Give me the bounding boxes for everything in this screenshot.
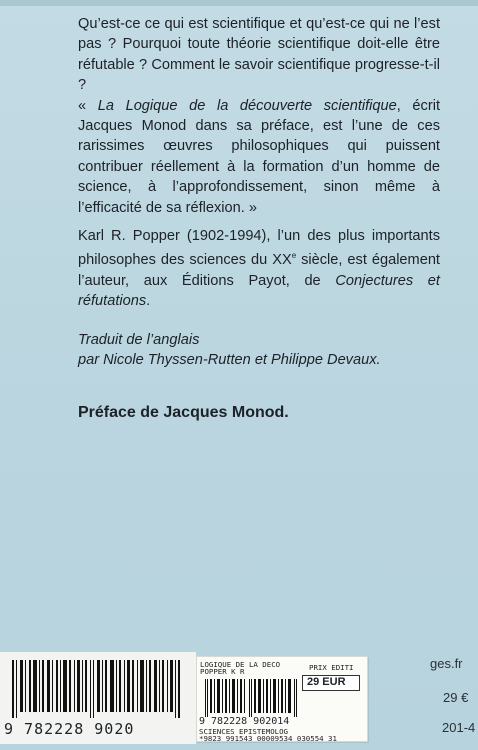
sticker-author: POPPER K R [200,667,245,676]
quote-book-title: La Logique de la découverte scientifique [97,97,397,114]
blurb-quote: « La Logique de la découverte scientifique, écrit Jacques Monod dans sa préface, est l’une de ces rarissimes œuvres philosophiques qui puissent contribuer réellement à la formation d’un homme de science, à l’approfondissement, sinon même à l’efficacité de sa réflexion. » [78,97,440,216]
cover-top-edge [0,0,478,6]
isbn-digits: 9 782228 9020 [4,720,135,738]
isbn-barcode [0,652,196,744]
author-bio: Karl R. Popper (1902-1994), l’un des plus importants philosophes des sciences du XXe siècle, est également l’auteur, aux Éditions Payot, de Conjectures et réfutations. [78,228,440,310]
isbn-fragment: 201-4 [442,720,476,735]
sticker-category: SCIENCES EPISTEMOLOG [199,727,288,736]
cover-price-fragment: 29 € [443,690,469,705]
sticker-title: LOGIQUE DE LA DECO [200,660,281,669]
translation-credit: Traduit de l’anglais par Nicole Thyssen-Rutten et Philippe Devaux. [78,332,381,369]
publisher-site-fragment: ges.fr [430,656,463,671]
preface-credit: Préface de Jacques Monod. [78,404,289,421]
sticker-digits: 9 782228 902014 [199,716,290,727]
related-book-title: Conjectures et réfutations [78,272,440,310]
blurb-text [78,14,440,218]
blurb-questions: Qu’est-ce ce qui est scientifique et qu’est-ce qui ne l’est pas ? Pourquoi toute théorie scientifique doit-elle être réfutable ? Comment le savoir scientifique progresse-t-il ? [78,16,440,94]
price-sticker [196,656,368,742]
sticker-price-box [302,675,360,691]
sticker-price-label: PRIX EDITI [309,663,354,672]
sticker-price: 29 EUR [307,676,346,688]
barcode-icon [12,660,182,718]
sticker-codes: *9823 991543 00009534 030554 31 [199,734,337,743]
sticker-barcode-icon [205,679,299,717]
